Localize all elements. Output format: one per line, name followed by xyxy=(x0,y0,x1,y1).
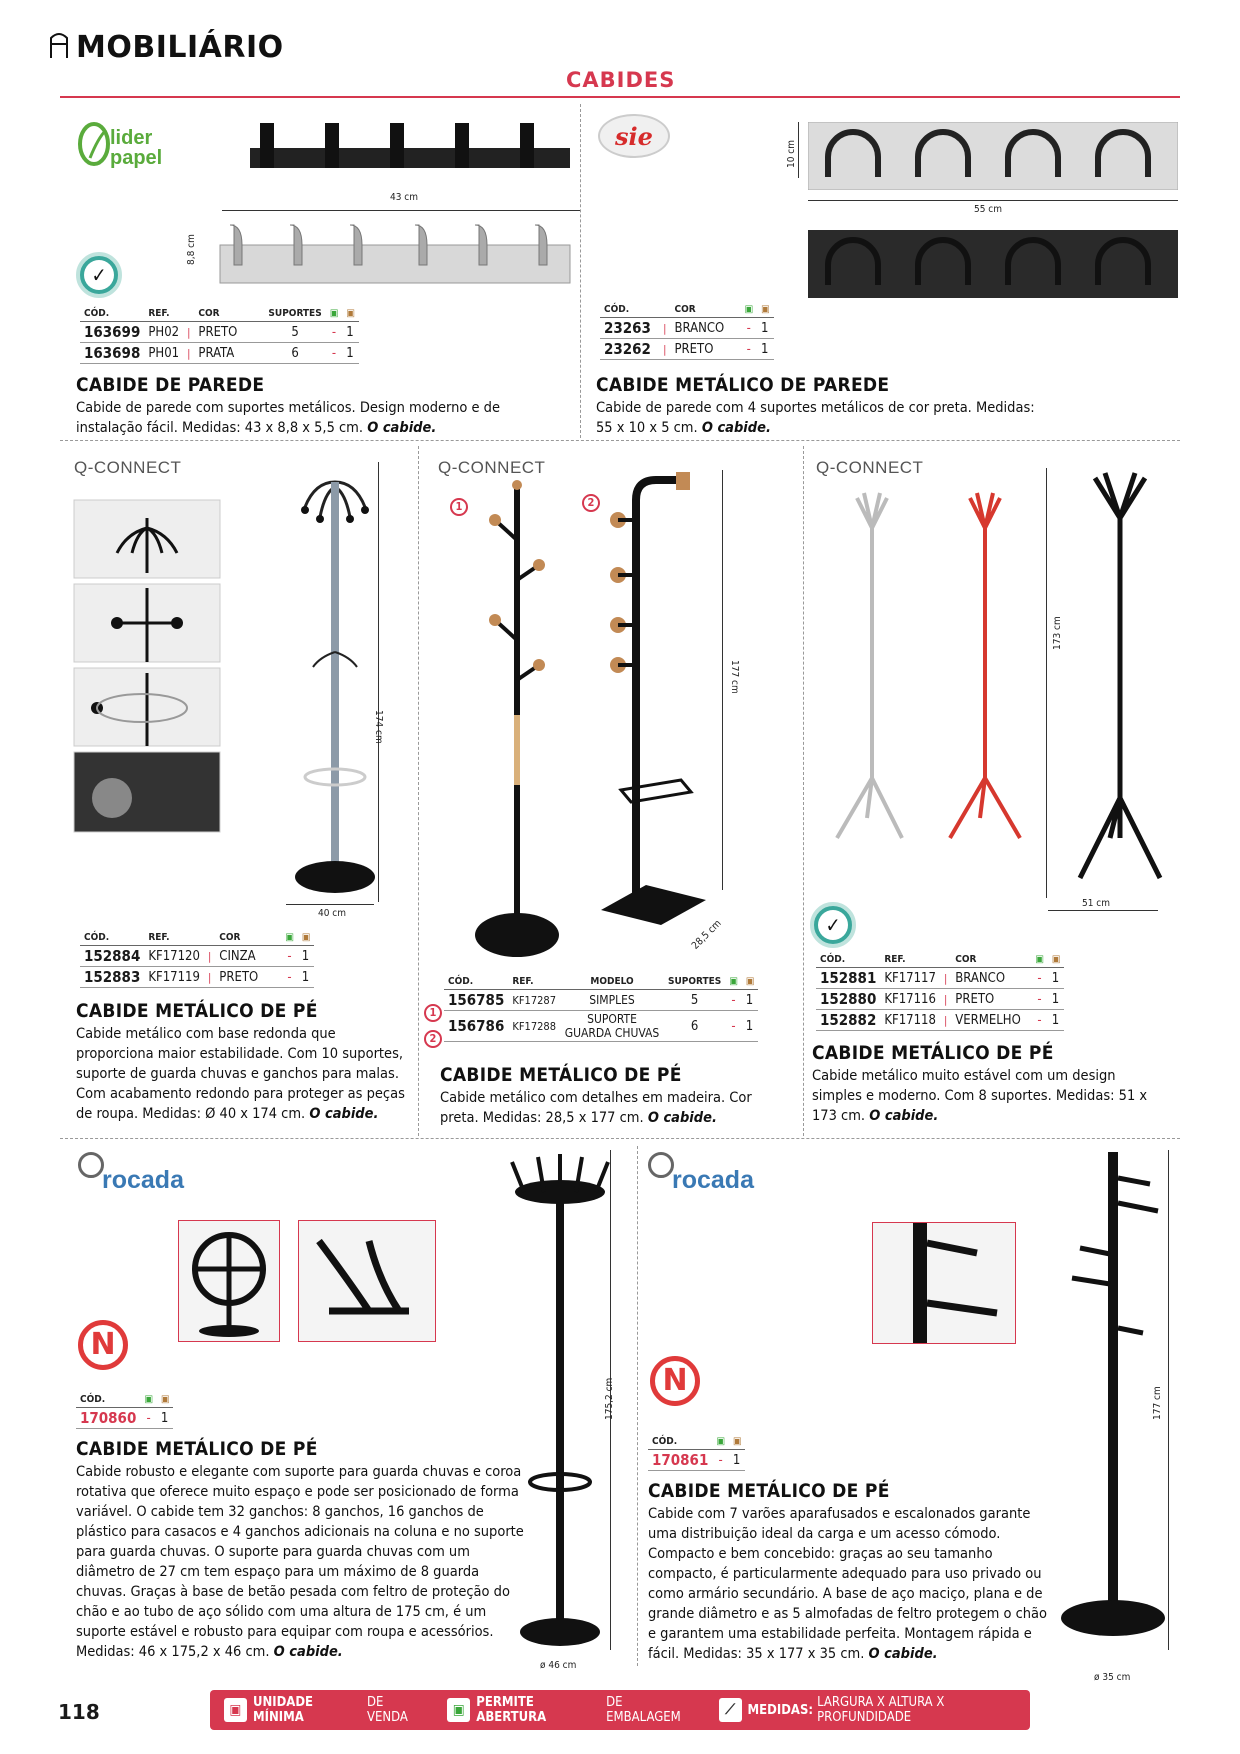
category-title: CABIDES xyxy=(566,68,676,92)
product-image-black-wall-rack xyxy=(808,230,1178,298)
column-header-cod: CÓD. xyxy=(80,308,144,322)
divider xyxy=(803,446,804,1136)
box-icon: ▣ xyxy=(757,304,774,318)
product-table xyxy=(444,976,758,1042)
product-image-wood-stand-simple xyxy=(468,480,568,960)
product-description: Cabide metálico com detalhes em madeira. Cor preta. Medidas: 28,5 x 177 cm. O cabide. xyxy=(440,1090,752,1126)
product-table xyxy=(80,932,314,988)
brand-logo-q-connect: Q-CONNECT xyxy=(816,458,924,477)
column-header-cod: CÓD. xyxy=(600,304,659,318)
column-header-cor: COR xyxy=(194,308,264,322)
legend-bar xyxy=(210,1690,1030,1730)
dimension-line xyxy=(1046,468,1047,898)
detail-thumbnails xyxy=(72,498,222,834)
dimension-line xyxy=(808,200,1178,201)
product-description: Cabide de parede com 4 suportes metálicos de cor preta. Medidas: 55 x 10 x 5 cm. O cabide. xyxy=(596,400,1035,436)
quality-seal-icon: ✓ xyxy=(810,902,856,948)
section-title: MOBILIÁRIO xyxy=(76,30,284,65)
product-image-black-rack xyxy=(240,118,580,190)
table-row: 152884 KF17120 | CINZA - 1 xyxy=(80,946,314,967)
dimension-height: 174 cm xyxy=(373,710,384,744)
table-row: 156786 KF17288 SUPORTE GUARDA CHUVAS 6 - 1 xyxy=(444,1011,758,1042)
divider xyxy=(418,446,419,1136)
dimension-line xyxy=(1168,1150,1169,1650)
brand-name: rocada xyxy=(102,1166,184,1194)
dimension-line xyxy=(798,122,799,178)
dimension-height: 175,2 cm xyxy=(604,1377,615,1420)
dimension-width: 28,5 cm xyxy=(690,918,724,952)
open-box-icon: ▣ xyxy=(281,932,298,946)
dimension-height: 8,8 cm xyxy=(186,234,197,265)
dimension-height: 10 cm xyxy=(786,139,797,168)
column-header-ref: REF. xyxy=(144,308,183,322)
column-header-ref: REF. xyxy=(880,954,940,968)
legend-open: ▣ PERMITE ABERTURA DE EMBALAGEM xyxy=(447,1695,696,1725)
product-table xyxy=(648,1436,745,1471)
table-row: 23262 | PRETO - 1 xyxy=(600,339,774,360)
product-table xyxy=(600,304,774,360)
column-header-cor: COR xyxy=(951,954,1031,968)
product-table xyxy=(76,1394,173,1429)
dimension-width: 43 cm xyxy=(390,192,419,203)
product-title: CABIDE METÁLICO DE PÉ xyxy=(812,1042,1054,1064)
dimension-width: 51 cm xyxy=(1082,898,1111,909)
model-marker: 1 xyxy=(450,498,468,516)
dimension-line xyxy=(1048,910,1158,911)
table-row: 23263 | BRANCO - 1 xyxy=(600,318,774,339)
box-icon: ▣ xyxy=(742,976,759,990)
detail-thumbnail-hooks xyxy=(298,1220,436,1342)
column-header-modelo: MODELO xyxy=(560,976,664,990)
brand-name: rocada xyxy=(672,1166,754,1194)
open-box-icon: ▣ xyxy=(712,1436,729,1450)
ruler-icon: ⟋ xyxy=(719,1698,742,1722)
dimension-height: 177 cm xyxy=(729,660,740,694)
product-description: Cabide robusto e elegante com suporte para guarda chuvas e coroa rotativa que oferece muito espaço e pode ser posicionado de forma variável. O cabide tem 32 ganchos: 8 ganchos, 16 ganchos de plástico para casacos e 4 ganchos adicionais na coluna e no suporte para guarda chuvas. O suporte para guarda chuvas com um diâmetro de 27 cm tem espaço para um máximo de 8 guarda chuvas. Graças à base de betão pesada com feltro de proteção do chão e ao tubo de aço sólido com uma altura de 175 cm, é um suporte estável e robusto para equipar com roupa e acessórios. Medidas: 46 x 175,2 x 46 cm. O cabide. xyxy=(76,1464,524,1660)
product-title: CABIDE DE PAREDE xyxy=(76,374,265,396)
dimension-width: 40 cm xyxy=(318,908,347,919)
table-row: 152882 KF17118 | VERMELHO - 1 xyxy=(816,1010,1064,1031)
dimension-line xyxy=(222,210,580,211)
column-header-ref: REF. xyxy=(144,932,204,946)
column-header-ref: REF. xyxy=(508,976,560,990)
product-image-three-stands xyxy=(820,468,1170,918)
table-row: 163698 PH01 | PRATA 6 - 1 xyxy=(80,343,359,364)
brand-logo-q-connect: Q-CONNECT xyxy=(74,458,182,477)
table-row: 170860 - 1 xyxy=(76,1408,173,1429)
product-table xyxy=(80,308,359,364)
table-row: 152881 KF17117 | BRANCO - 1 xyxy=(816,968,1064,989)
section-icon xyxy=(48,30,70,60)
dimension-width: 55 cm xyxy=(974,204,1003,215)
box-icon: ▣ xyxy=(729,1436,746,1450)
product-image-silver-rack xyxy=(215,220,580,290)
column-header-cor: COR xyxy=(670,304,740,318)
model-marker: 2 xyxy=(582,494,600,512)
table-row: 170861 - 1 xyxy=(648,1450,745,1471)
column-header-suportes: SUPORTES xyxy=(264,308,325,322)
open-box-icon: ▣ xyxy=(447,1698,470,1722)
product-title: CABIDE METÁLICO DE PÉ xyxy=(648,1480,890,1502)
table-row: 163699 PH02 | PRETO 5 - 1 xyxy=(80,322,359,343)
product-image-coat-stand-grey xyxy=(280,462,390,902)
detail-thumbnail-umbrella-ring xyxy=(178,1220,280,1342)
open-box-icon: ▣ xyxy=(725,976,742,990)
table-row: 152880 KF17116 | PRETO - 1 xyxy=(816,989,1064,1010)
product-title: CABIDE METÁLICO DE PAREDE xyxy=(596,374,890,396)
detail-thumbnail-hooks xyxy=(872,1222,1016,1344)
open-box-icon: ▣ xyxy=(326,308,343,322)
product-image-wood-stand-umbrella xyxy=(596,470,708,930)
dimension-line xyxy=(286,904,374,905)
divider xyxy=(60,440,1180,441)
column-header-cod: CÓD. xyxy=(76,1394,140,1408)
page-number: 118 xyxy=(58,1700,100,1724)
divider xyxy=(580,104,581,438)
new-badge: N xyxy=(78,1320,128,1370)
brand-logo-q-connect: Q-CONNECT xyxy=(438,458,546,477)
open-box-icon: ▣ xyxy=(140,1394,157,1408)
header-divider xyxy=(60,96,1180,98)
product-description: Cabide de parede com suportes metálicos. Design moderno e de instalação fácil. Medidas: 43 x 8,8 x 5,5 cm. O cabide. xyxy=(76,400,500,436)
divider xyxy=(60,1138,1180,1139)
box-icon: ▣ xyxy=(157,1394,174,1408)
quality-seal-icon: ✓ xyxy=(76,252,122,298)
open-box-icon: ▣ xyxy=(740,304,757,318)
product-description: Cabide metálico muito estável com um design simples e moderno. Com 8 suportes. Medidas: 51 x 173 cm. O cabide. xyxy=(812,1068,1148,1124)
column-header-cod: CÓD. xyxy=(816,954,880,968)
table-row: 152883 KF17119 | PRETO - 1 xyxy=(80,967,314,988)
dimension-height: 177 cm xyxy=(1152,1386,1163,1420)
box-icon: ▣ xyxy=(298,932,315,946)
dimension-width: ø 46 cm xyxy=(540,1660,577,1671)
dimension-line xyxy=(722,470,723,890)
brand-logo-sie: sie xyxy=(598,114,670,158)
column-header-suportes: SUPORTES xyxy=(664,976,725,990)
product-table xyxy=(816,954,1064,1031)
dimension-line xyxy=(378,462,379,902)
model-marker: 1 xyxy=(424,1004,442,1022)
brand-logo-rocada xyxy=(78,1152,104,1178)
column-header-cod: CÓD. xyxy=(444,976,508,990)
dimension-width: ø 35 cm xyxy=(1094,1672,1131,1683)
new-badge: N xyxy=(650,1356,700,1406)
product-image-white-rack xyxy=(808,122,1178,190)
brand-name: lider papel xyxy=(110,127,163,169)
dimension-height: 173 cm xyxy=(1052,616,1063,650)
box-icon: ▣ xyxy=(342,308,359,322)
divider xyxy=(637,1146,638,1666)
column-header-cod: CÓD. xyxy=(80,932,144,946)
box-icon: ▣ xyxy=(224,1698,247,1722)
column-header-cod: CÓD. xyxy=(648,1436,712,1450)
product-title: CABIDE METÁLICO DE PÉ xyxy=(440,1064,682,1086)
model-marker: 2 xyxy=(424,1030,442,1048)
table-row: 156785 KF17287 SIMPLES 5 - 1 xyxy=(444,990,758,1011)
legend-unit: ▣ UNIDADE MÍNIMA DE VENDA xyxy=(224,1695,425,1725)
brand-logo-rocada xyxy=(648,1152,674,1178)
product-description: Cabide metálico com base redonda que proporciona maior estabilidade. Com 10 suportes, suporte de guarda chuvas e ganchos para malas. Com acabamento redondo para proteger as peças de roupa. Medidas: Ø 40 x 174 cm. O cabide. xyxy=(76,1026,405,1122)
legend-measure: ⟋ MEDIDAS: LARGURA X ALTURA X PROFUNDIDADE xyxy=(719,1695,1030,1725)
open-box-icon: ▣ xyxy=(1031,954,1048,968)
column-header-cor: COR xyxy=(215,932,281,946)
product-title: CABIDE METÁLICO DE PÉ xyxy=(76,1438,318,1460)
product-description: Cabide com 7 varões aparafusados e escalonados garante uma distribuição ideal da carga e um acesso cómodo. Compacto e bem concebido: graças ao seu tamanho compacto, é particularmente adequado para uso privado ou como armário secundário. A base de aço maciço, plana e de grande diâmetro e as 5 almofadas de feltro protegem o chão e garantem uma estabilidade perfeita. Montagem rápida e fácil. Medidas: 35 x 177 x 35 cm. O cabide. xyxy=(648,1506,1048,1662)
box-icon: ▣ xyxy=(1048,954,1065,968)
product-title: CABIDE METÁLICO DE PÉ xyxy=(76,1000,318,1022)
